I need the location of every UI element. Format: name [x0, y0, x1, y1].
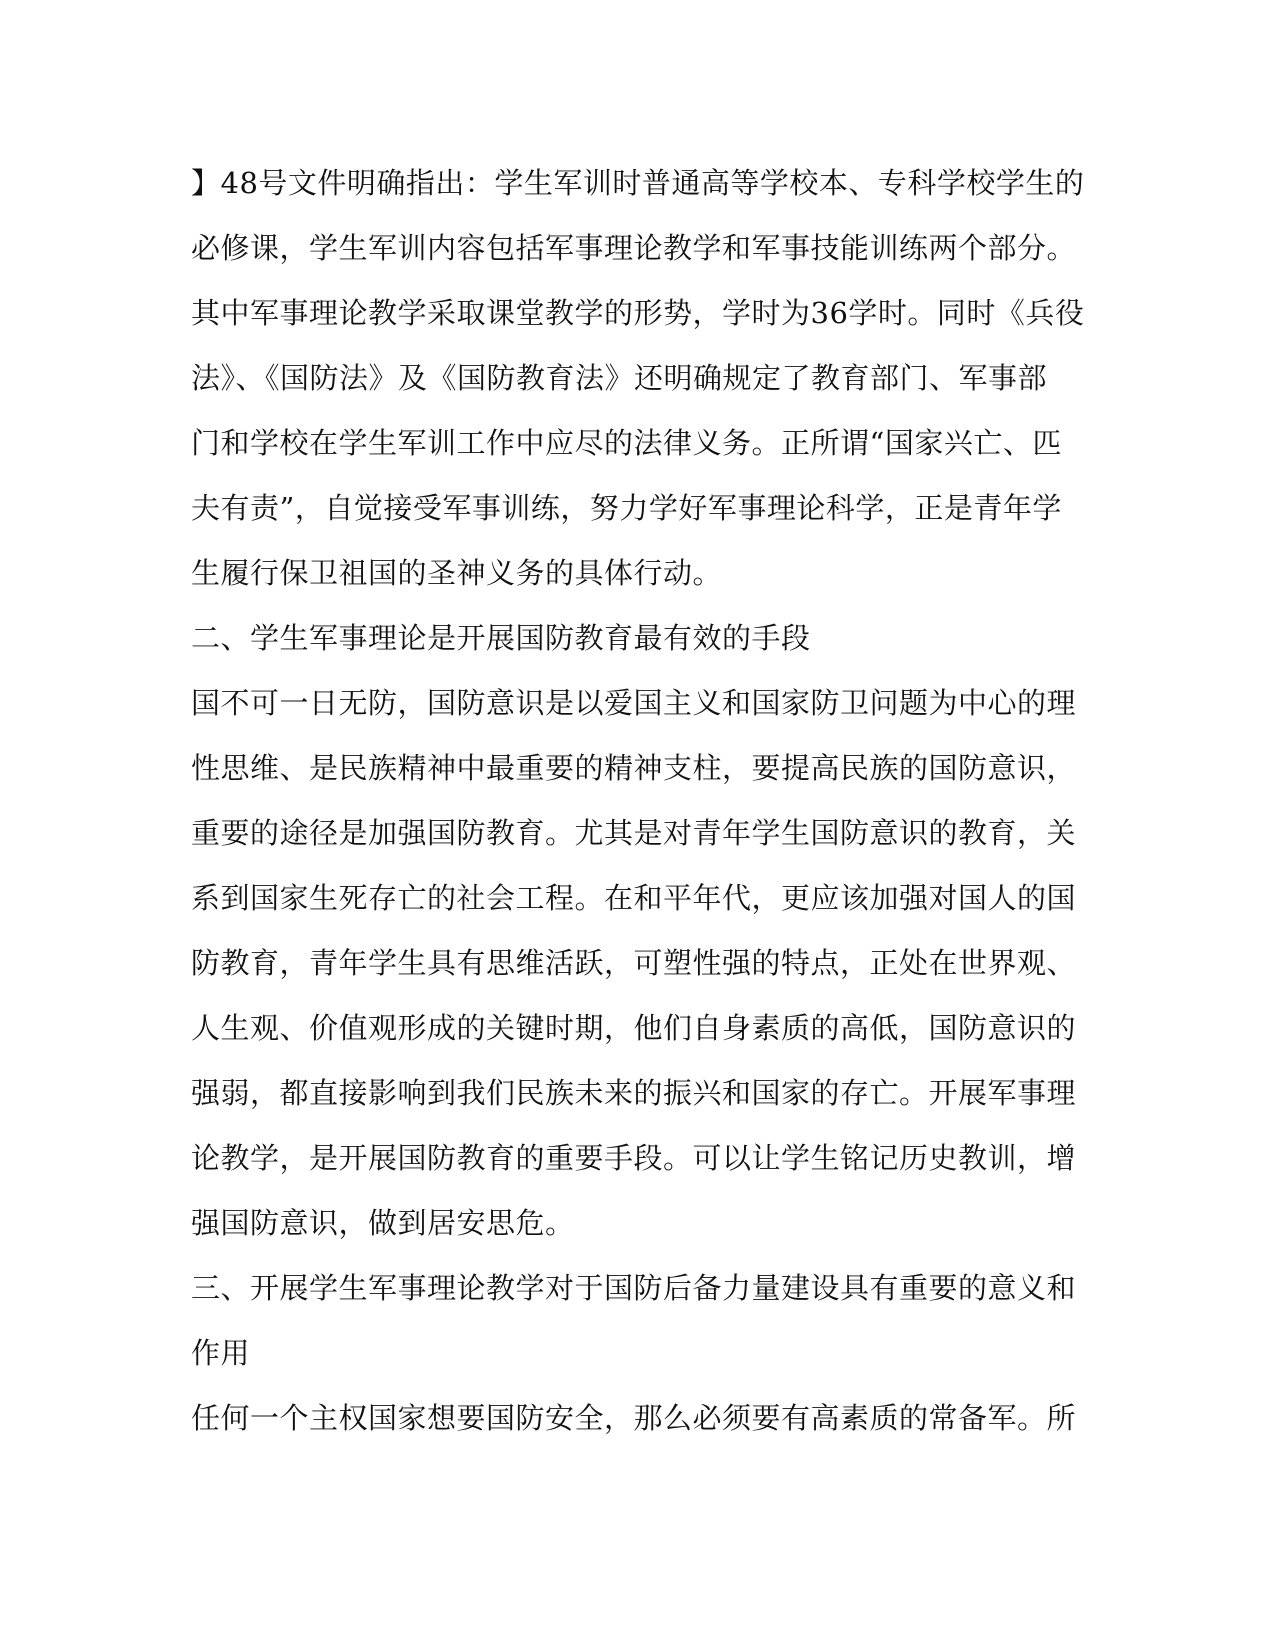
text-line: 强国防意识，做到居安思危。	[191, 1206, 575, 1240]
section-heading-2: 二、学生军事理论是开展国防教育最有效的手段	[191, 621, 811, 655]
text-line: 生履行保卫祖国的圣神义务的具体行动。	[191, 556, 723, 590]
text-line: 国不可一日无防，国防意识是以爱国主义和国家防卫问题为中心的理	[191, 686, 1077, 720]
text-line: 必修课，学生军训内容包括军事理论教学和军事技能训练两个部分。	[191, 231, 1077, 265]
text-line: 其中军事理论教学采取课堂教学的形势，学时为36学时。同时《兵役	[191, 296, 1085, 330]
section-heading-3-continued: 作用	[191, 1336, 251, 1370]
document-body	[191, 163, 1085, 1463]
text-line: 】48号文件明确指出：学生军训时普通高等学校本、专科学校学生的	[191, 166, 1085, 200]
text-line: 重要的途径是加强国防教育。尤其是对青年学生国防意识的教育，关	[191, 816, 1077, 850]
text-line: 强弱，都直接影响到我们民族未来的振兴和国家的存亡。开展军事理	[191, 1076, 1077, 1110]
text-line: 任何一个主权国家想要国防安全，那么必须要有高素质的常备军。所	[191, 1401, 1077, 1435]
text-line: 夫有责”，自觉接受军事训练，努力学好军事理论科学，正是青年学	[191, 491, 1062, 525]
text-line: 系到国家生死存亡的社会工程。在和平年代，更应该加强对国人的国	[191, 881, 1077, 915]
text-line: 性思维、是民族精神中最重要的精神支柱，要提高民族的国防意识，	[191, 751, 1077, 785]
text-line: 人生观、价值观形成的关键时期，他们自身素质的高低，国防意识的	[191, 1011, 1077, 1045]
text-line: 论教学，是开展国防教育的重要手段。可以让学生铭记历史教训，增	[191, 1141, 1077, 1175]
text-line: 防教育，青年学生具有思维活跃，可塑性强的特点，正处在世界观、	[191, 946, 1077, 980]
text-line: 门和学校在学生军训工作中应尽的法律义务。正所谓“国家兴亡、匹	[191, 426, 1062, 460]
text-line: 法》、《国防法》及《国防教育法》还明确规定了教育部门、军事部	[191, 361, 1048, 395]
section-heading-3: 三、开展学生军事理论教学对于国防后备力量建设具有重要的意义和	[191, 1271, 1077, 1305]
